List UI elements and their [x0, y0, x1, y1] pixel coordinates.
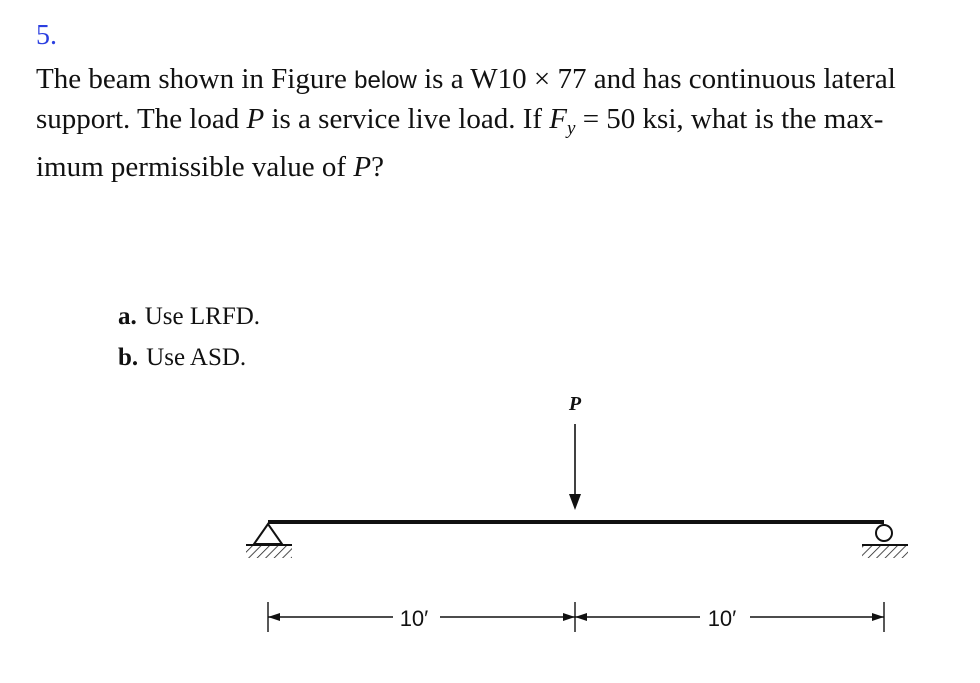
- load-symbol: P: [246, 103, 265, 135]
- dimension-left-label: 10′: [399, 606, 429, 631]
- part-b-letter: b.: [118, 344, 139, 371]
- load-symbol-2: P: [353, 151, 372, 183]
- inserted-word: below: [354, 67, 417, 94]
- part-a-letter: a.: [118, 303, 137, 330]
- part-a-text: Use LRFD.: [144, 303, 261, 330]
- load-arrow-icon: [569, 424, 581, 510]
- roller-support-icon: [862, 525, 908, 558]
- problem-line-1-end: is a W10 × 77 and has continuous lateral: [416, 63, 896, 95]
- problem-number: 5.: [36, 20, 57, 51]
- beam: [268, 520, 884, 524]
- pin-support-icon: [246, 524, 292, 558]
- problem-line-2-middle: is a service live load. If: [264, 103, 550, 135]
- problem-line-2-end: = 50 ksi, what is the max-: [575, 103, 884, 135]
- yield-stress-subscript: y: [567, 118, 576, 139]
- part-b-text: Use ASD.: [146, 344, 247, 371]
- problem-line-1-start: The beam shown in Figure: [36, 63, 355, 95]
- problem-line-2-start: support. The load: [36, 103, 247, 135]
- dimension-right-label: 10′: [707, 606, 737, 631]
- problem-line-3-start: imum permissible value of: [36, 151, 354, 183]
- dimension-line: [268, 602, 884, 632]
- load-label: P: [568, 393, 582, 415]
- yield-stress-symbol: F: [549, 103, 567, 135]
- problem-line-3-end: ?: [371, 151, 384, 183]
